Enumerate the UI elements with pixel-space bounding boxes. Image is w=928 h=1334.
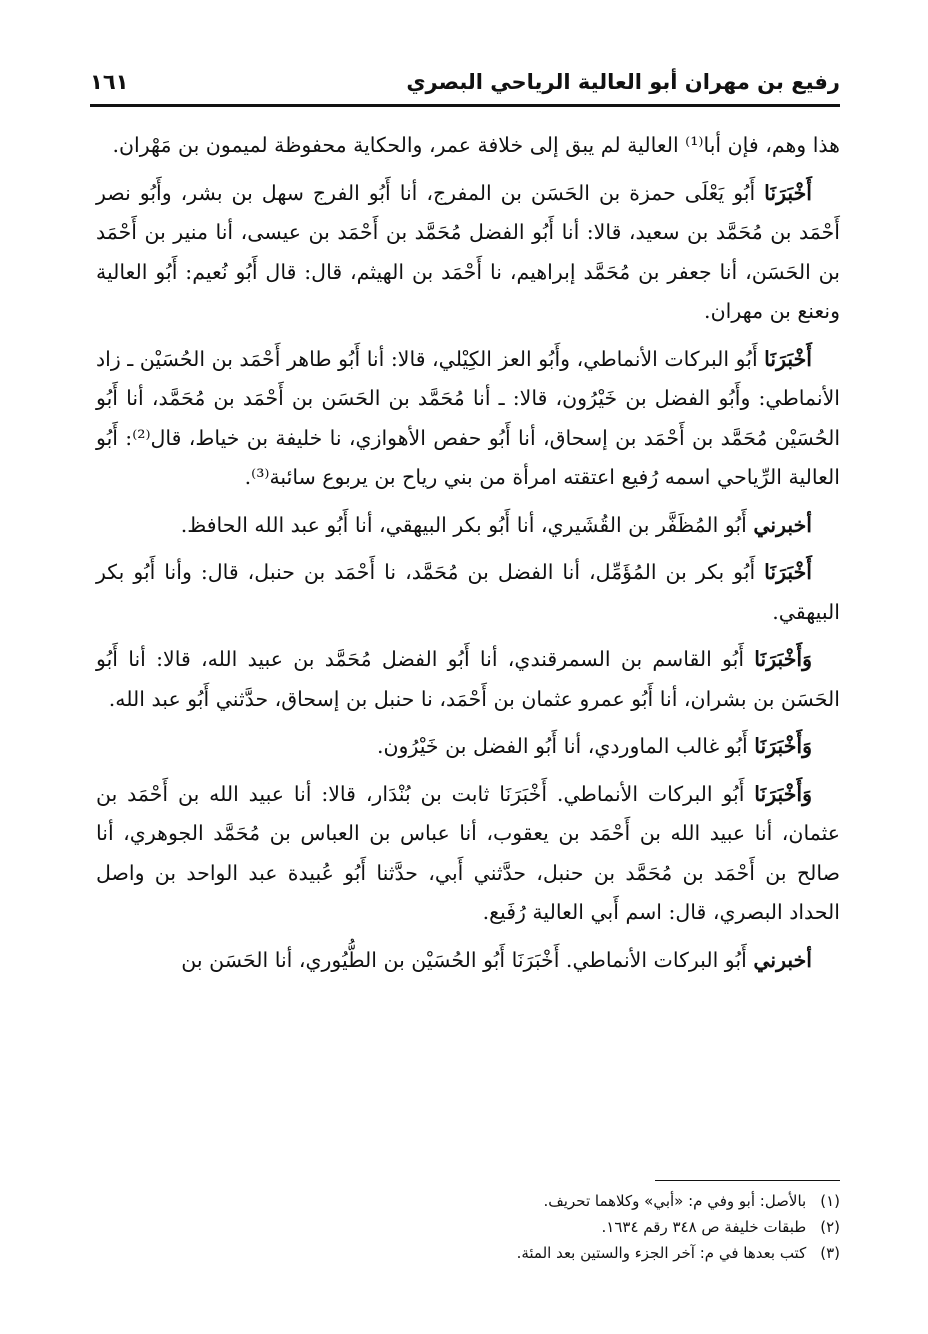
paragraph-text: أَبُو غالب الماوردي، أنا أَبُو الفضل بن خَيْرُون. <box>376 734 755 758</box>
paragraph <box>96 553 840 632</box>
isnad-lead: أخبرني <box>753 947 812 972</box>
isnad-lead: أَخْبَرَنَا <box>764 180 812 205</box>
isnad-lead: وَأَخْبَرَنَا <box>754 734 812 758</box>
running-header <box>90 64 840 107</box>
paragraph-text: أَبُو البركات الأنماطي. أَخْبَرَنَا ثابت بن بُنْدَار، قالا: أنا عبيد الله بن أَحْمَد بن عثمان، أنا عبيد الله بن أَحْمَد بن يعقوب، أنا عباس بن العباس بن مُحَمَّد الجوهري، أنا صالح بن أَحْمَد بن مُحَمَّد بن حنبل، حدَّثني أَبي، حدَّثنا أَبُو عُبيدة عبد الواحد بن واصل الحداد البصري، قال: اسم أَبي العالية رُفَيع. <box>96 781 840 924</box>
paragraph <box>96 775 840 933</box>
isnad-lead: أَخْبَرَنَا <box>764 560 812 584</box>
paragraph <box>96 941 840 981</box>
footnote <box>96 1188 840 1214</box>
footnote-separator <box>655 1180 840 1181</box>
main-text <box>96 126 840 988</box>
paragraph-text: أَبُو القاسم بن السمرقندي، أنا أَبُو الفضل مُحَمَّد بن عبيد الله، قالا: أنا أَبُو الحَسَن بن بشران، أنا أَبُو عمرو عثمان بن أَحْمَد، نا حنبل بن إسحاق، حدَّثني أَبُو عبد الله. <box>96 647 840 711</box>
footnote-number: (١) <box>820 1192 840 1210</box>
isnad-lead: أخبرني <box>753 512 812 537</box>
paragraph-text: هذا وهم، فإن أبا⁽¹⁾ العالية لم يبق إلى خلافة عمر، والحكاية محفوظة لميمون بن مَهْران. <box>112 133 840 157</box>
paragraph-text: أَبُو البركات الأنماطي، وأَبُو العز الكِيْلي، قالا: أنا أَبُو طاهر أَحْمَد بن الحُسَيْن ـ زاد الأنماطي: وأَبُو الفضل بن خَيْرُون، قالا: ـ أنا مُحَمَّد بن الحَسَن بن أَحْمَد بن مُحَمَّد، أنا أَبُو الحُسَيْن مُحَمَّد بن أَحْمَد بن إسحاق، أنا أَبُو حفص الأهوازي، نا خليفة بن خياط، قال⁽²⁾: أَبُو العالية الرِّياحي اسمه رُفيع اعتقته امرأة من بني رياح بن يربوع سائبة⁽³⁾. <box>96 346 841 489</box>
paragraph <box>96 174 840 332</box>
isnad-lead: أَخْبَرَنَا <box>764 346 812 371</box>
paragraph <box>96 727 840 767</box>
isnad-lead: وَأَخْبَرَنَا <box>754 781 812 806</box>
paragraph-text: أَبُو بكر بن المُؤَمِّل، أنا الفضل بن مُحَمَّد، نا أَحْمَد بن حنبل، قال: وأنا أَبُو بكر البيهقي. <box>96 560 840 624</box>
footnotes <box>96 1188 840 1266</box>
isnad-lead: وَأَخْبَرَنَا <box>754 647 812 671</box>
footnote-text: طبقات خليفة ص ٣٤٨ رقم ١٦٣٤. <box>601 1218 807 1236</box>
footnote <box>96 1214 840 1240</box>
paragraph <box>96 640 840 719</box>
footnote-number: (٣) <box>820 1244 840 1262</box>
footnote-text: كتب بعدها في م: آخر الجزء والستين بعد المئة. <box>516 1244 807 1262</box>
footnote-text: بالأصل: أبو وفي م: «أبي» وكلاهما تحريف. <box>543 1192 807 1210</box>
paragraph <box>96 340 840 498</box>
paragraph <box>96 506 840 546</box>
paragraph-text: أَبُو البركات الأنماطي. أَخْبَرَنَا أَبُو الحُسَيْن بن الطُّيُوري، أنا الحَسَن بن <box>181 947 754 972</box>
running-title: رفيع بن مهران أبو العالية الرياحي البصري <box>406 70 840 94</box>
footnote <box>96 1240 840 1266</box>
paragraph-text: أَبُو المُظَفَّر بن القُشَيري، أنا أَبُو بكر البيهقي، أنا أَبُو عبد الله الحافظ. <box>180 512 754 537</box>
page-number: ١٦١ <box>90 70 129 94</box>
footnote-number: (٢) <box>820 1218 840 1236</box>
paragraph-text: أَبُو يَعْلَى حمزة بن الحَسَن بن المفرج، أنا أَبُو الفرج سهل بن بشر، وأَبُو نصر أَحْمَد بن مُحَمَّد بن سعيد، قالا: أنا أَبُو الفضل مُحَمَّد بن أَحْمَد بن عيسى، أنا منير بن أَحْمَد بن الحَسَن، أنا جعفر بن مُحَمَّد إبراهيم، نا أَحْمَد بن الهيثم، قال: قال أَبُو نُعيم: أَبُو العالية ونعنع بن مهران. <box>96 180 840 323</box>
paragraph <box>96 126 840 166</box>
